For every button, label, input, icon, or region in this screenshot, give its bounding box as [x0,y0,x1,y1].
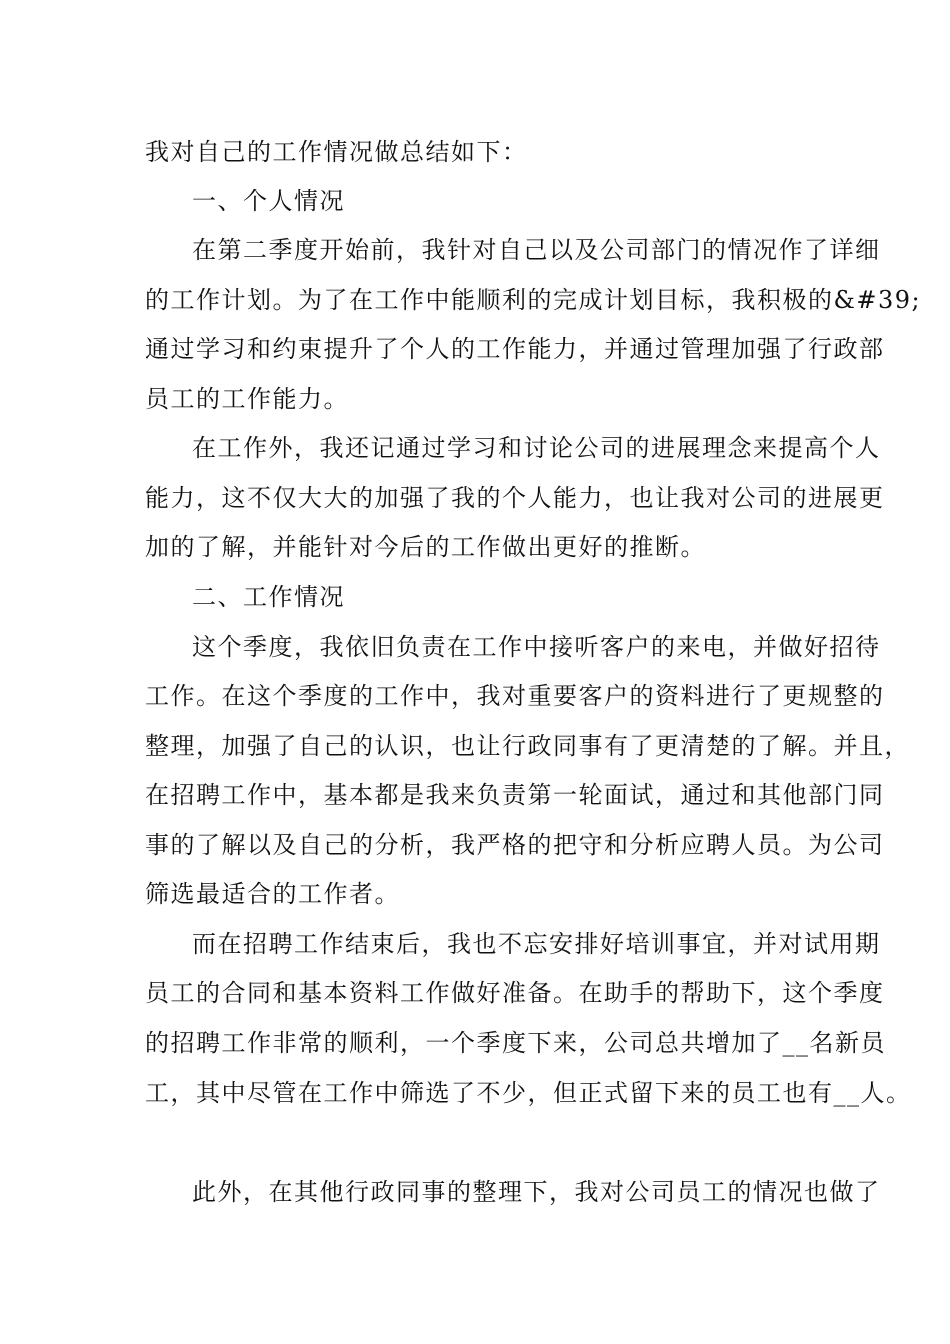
paragraph-line: 在工作外，我还记通过学习和讨论公司的进展理念来提高个人 [192,434,881,462]
paragraph-line: 员工的合同和基本资料工作做好准备。在助手的帮助下，这个季度 [145,979,885,1007]
paragraph-line: 的招聘工作非常的顺利，一个季度下来，公司总共增加了__名新员 [145,1029,886,1057]
section-heading-work: 二、工作情况 [192,583,345,611]
paragraph-line: 员工的工作能力。 [145,385,349,413]
paragraph-line: 能力，这不仅大大的加强了我的个人能力，也让我对公司的进展更 [145,484,885,512]
paragraph-line: 的工作计划。为了在工作中能顺利的完成计划目标，我积极的&#39; [145,286,922,314]
paragraph-line: 通过学习和约束提升了个人的工作能力，并通过管理加强了行政部 [145,335,885,363]
paragraph-line: 这个季度，我依旧负责在工作中接听客户的来电，并做好招待 [192,633,881,661]
section-heading-personal: 一、个人情况 [192,187,345,215]
paragraph-line: 而在招聘工作结束后，我也不忘安排好培训事宜，并对试用期 [192,930,881,958]
paragraph-line: 此外，在其他行政同事的整理下，我对公司员工的情况也做了 [192,1178,881,1206]
paragraph-line: 在招聘工作中，基本都是我来负责第一轮面试，通过和其他部门同 [145,781,885,809]
paragraph-line: 事的了解以及自己的分析，我严格的把守和分析应聘人员。为公司 [145,831,885,859]
paragraph-line: 加的了解，并能针对今后的工作做出更好的推断。 [145,533,706,561]
paragraph-line: 工作。在这个季度的工作中，我对重要客户的资料进行了更规整的 [145,682,885,710]
paragraph-line: 在第二季度开始前，我针对自己以及公司部门的情况作了详细 [192,236,881,264]
paragraph-line: 整理，加强了自己的认识，也让行政同事有了更清楚的了解。并且， [145,732,910,760]
intro-line: 我对自己的工作情况做总结如下： [145,138,528,166]
paragraph-line: 工，其中尽管在工作中筛选了不少，但正式留下来的员工也有__人。 [145,1079,912,1107]
paragraph-line: 筛选最适合的工作者。 [145,880,400,908]
